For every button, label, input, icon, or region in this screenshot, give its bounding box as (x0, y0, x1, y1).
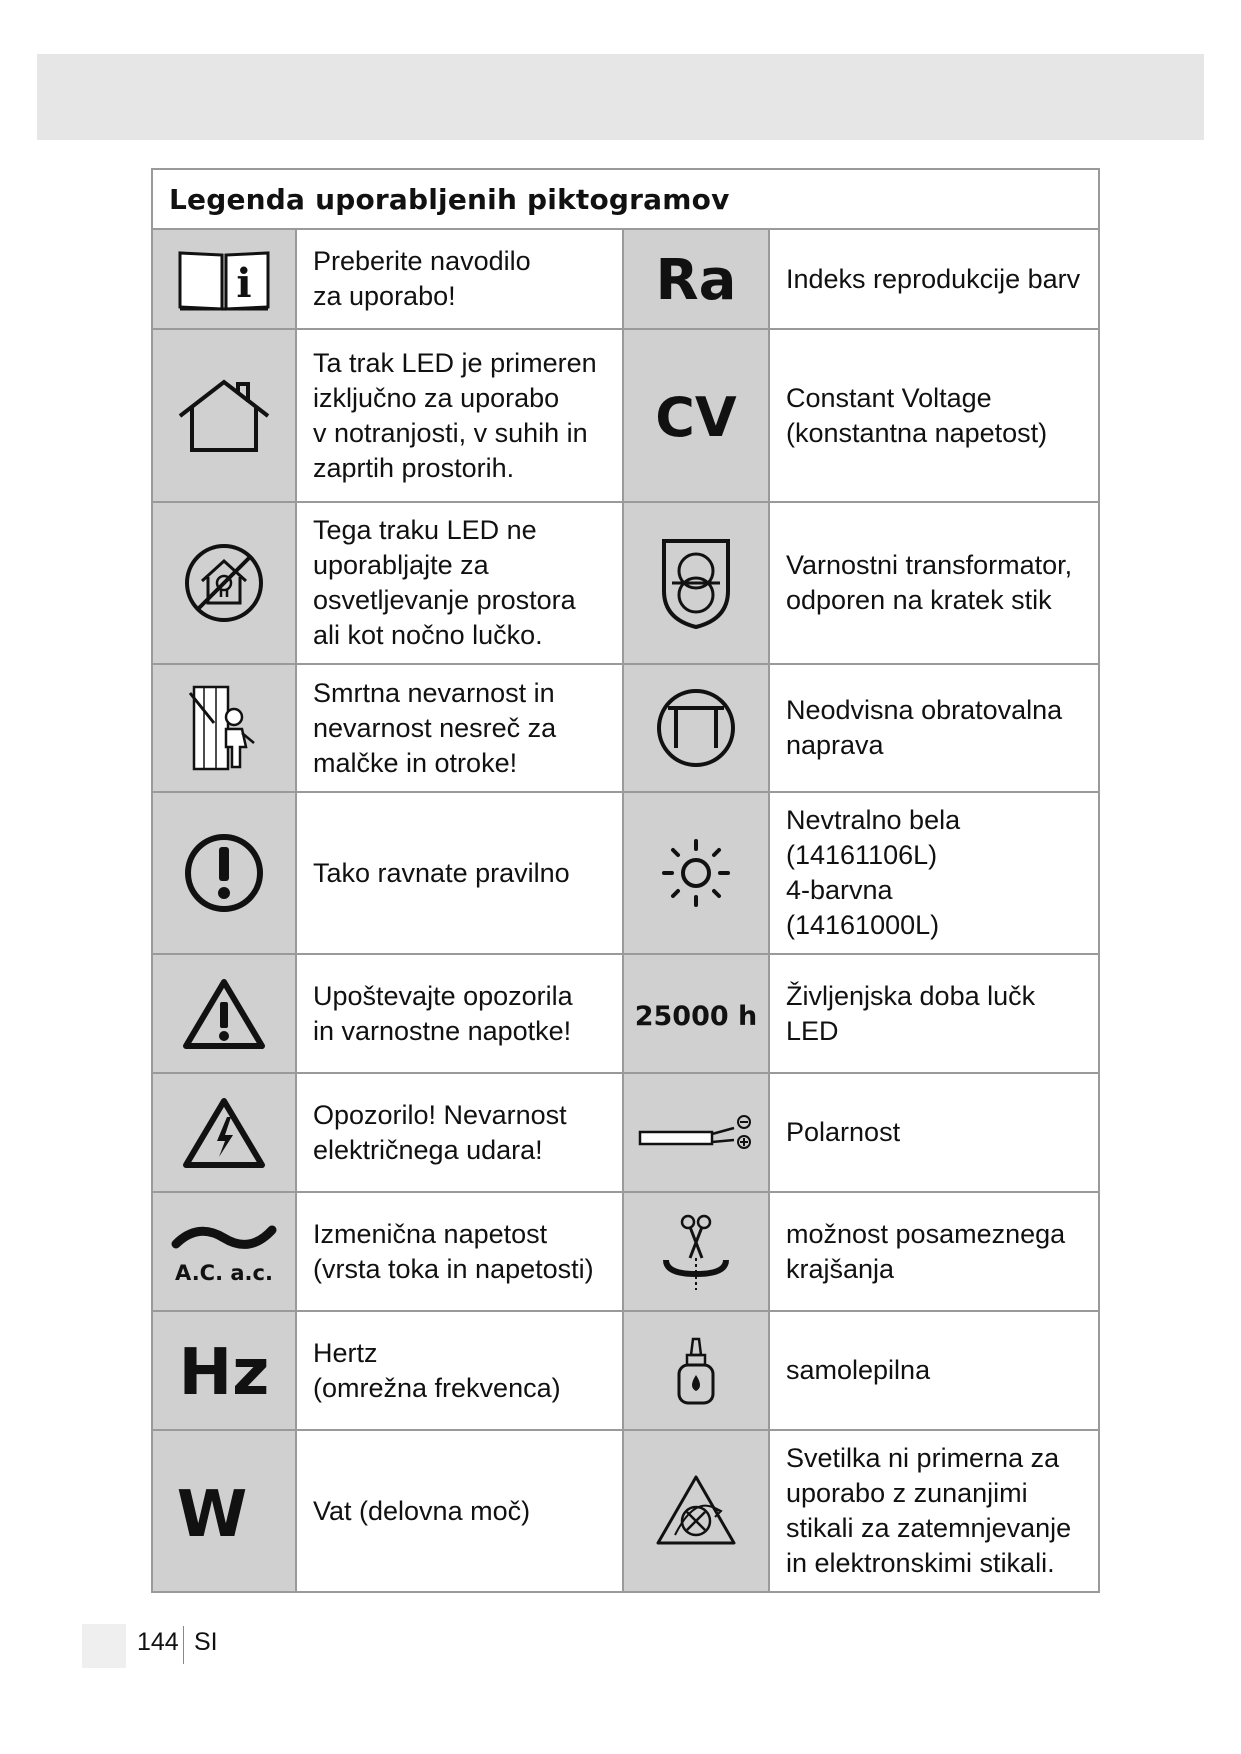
hz-icon-label: Hz (178, 1335, 270, 1406)
warning-triangle-icon (152, 954, 296, 1073)
cv-icon-label: CV (655, 385, 737, 448)
legend-text: Smrtna nevarnost in nevarnost nesreč za malčke in otroke! (296, 664, 623, 792)
legend-row (152, 1073, 1099, 1192)
legend-text: Tega traku LED ne uporabljajte za osvetljevanje prostora ali kot nočno lučko. (296, 502, 623, 664)
pictogram-legend-table (151, 168, 1100, 1593)
legend-text: Varnostni transformator, odporen na kratek stik (769, 502, 1099, 664)
lifetime-icon-label: 25000 h (634, 1000, 758, 1032)
lifetime-icon (623, 954, 769, 1073)
legend-row (152, 1192, 1099, 1311)
legend-text: Opozorilo! Nevarnost električnega udara! (296, 1073, 623, 1192)
child-danger-icon (152, 664, 296, 792)
scissors-cut-icon (623, 1192, 769, 1311)
legend-text: Constant Voltage (konstantna napetost) (769, 329, 1099, 502)
legend-row (152, 1430, 1099, 1592)
legend-row (152, 329, 1099, 502)
safety-transformer-icon (623, 502, 769, 664)
glue-bottle-icon (623, 1311, 769, 1430)
legend-row (152, 664, 1099, 792)
legend-text: Polarnost (769, 1073, 1099, 1192)
page-number: 144 (137, 1628, 179, 1656)
hz-icon (152, 1311, 296, 1430)
ra-icon-label: Ra (655, 248, 737, 311)
legend-text: Življenjska doba lučk LED (769, 954, 1099, 1073)
legend-text: Neodvisna obratovalna naprava (769, 664, 1099, 792)
legend-row (152, 792, 1099, 954)
legend-text: Vat (delovna moč) (296, 1430, 623, 1592)
legend-text: Upoštevajte opozorila in varnostne napotke! (296, 954, 623, 1073)
footer-page-box (82, 1624, 126, 1668)
legend-text: Tako ravnate pravilno (296, 792, 623, 954)
legend-row (152, 229, 1099, 329)
legend-text: Svetilka ni primerna za uporabo z zunanjimi stikali za zatemnjevanje in elektronskimi stikali. (769, 1430, 1099, 1592)
legend-row (152, 954, 1099, 1073)
language-code: SI (194, 1628, 218, 1656)
legend-row (152, 502, 1099, 664)
house-icon (152, 329, 296, 502)
independent-device-icon (623, 664, 769, 792)
exclamation-circle-icon (152, 792, 296, 954)
legend-text: samolepilna (769, 1311, 1099, 1430)
legend-title: Legenda uporabljenih piktogramov (152, 169, 1099, 229)
legend-text: Hertz (omrežna frekvenca) (296, 1311, 623, 1430)
ac-wave-icon (152, 1192, 296, 1311)
no-room-lighting-icon (152, 502, 296, 664)
w-icon (152, 1430, 296, 1592)
legend-text: Indeks reprodukcije barv (769, 229, 1099, 329)
book-info-icon (152, 229, 296, 329)
polarity-icon (623, 1073, 769, 1192)
legend-text: možnost posameznega krajšanja (769, 1192, 1099, 1311)
footer-separator (183, 1626, 184, 1664)
electric-shock-icon (152, 1073, 296, 1192)
ac-icon-label: A.C. a.c. (175, 1260, 273, 1285)
no-dimmer-icon (623, 1430, 769, 1592)
sun-icon (623, 792, 769, 954)
svg-text:i: i (236, 260, 252, 307)
legend-text: Izmenična napetost (vrsta toka in napetosti) (296, 1192, 623, 1311)
ra-icon (623, 229, 769, 329)
cv-icon (623, 329, 769, 502)
legend-text: Ta trak LED je primeren izključno za uporabo v notranjosti, v suhih in zaprtih prostorih. (296, 329, 623, 502)
w-icon-label: W (176, 1478, 248, 1546)
legend-row (152, 1311, 1099, 1430)
top-gray-band (37, 54, 1204, 140)
legend-text: Preberite navodilo za uporabo! (296, 229, 623, 329)
legend-text: Nevtralno bela (14161106L) 4-barvna (14161000L) (769, 792, 1099, 954)
